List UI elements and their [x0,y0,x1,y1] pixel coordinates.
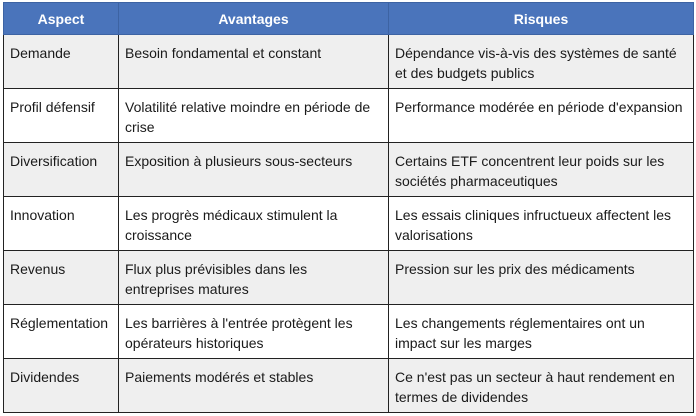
cell-avantages: Paiements modérés et stables [119,359,389,413]
cell-risques: Ce n'est pas un secteur à haut rendement en termes de dividendes [389,359,694,413]
cell-aspect: Demande [4,35,119,89]
cell-aspect: Diversification [4,143,119,197]
cell-risques: Les changements réglementaires ont un impact sur les marges [389,305,694,359]
cell-risques: Les essais cliniques infructueux affectent les valorisations [389,197,694,251]
cell-risques: Dépendance vis-à-vis des systèmes de santé et des budgets publics [389,35,694,89]
header-avantages: Avantages [119,3,389,35]
cell-risques: Pression sur les prix des médicaments [389,251,694,305]
cell-avantages: Volatilité relative moindre en période de crise [119,89,389,143]
table-row [4,35,694,89]
cell-avantages: Flux plus prévisibles dans les entreprises matures [119,251,389,305]
table-row [4,89,694,143]
cell-avantages: Exposition à plusieurs sous-secteurs [119,143,389,197]
table-row [4,143,694,197]
cell-aspect: Profil défensif [4,89,119,143]
cell-avantages: Les progrès médicaux stimulent la croissance [119,197,389,251]
cell-risques: Certains ETF concentrent leur poids sur les sociétés pharmaceutiques [389,143,694,197]
table-row [4,305,694,359]
table-row [4,359,694,413]
table-header-row [4,3,694,35]
comparison-table [3,2,694,413]
cell-aspect: Dividendes [4,359,119,413]
cell-avantages: Les barrières à l'entrée protègent les opérateurs historiques [119,305,389,359]
cell-risques: Performance modérée en période d'expansion [389,89,694,143]
header-aspect: Aspect [4,3,119,35]
header-risques: Risques [389,3,694,35]
cell-avantages: Besoin fondamental et constant [119,35,389,89]
table-row [4,251,694,305]
cell-aspect: Innovation [4,197,119,251]
table-row [4,197,694,251]
cell-aspect: Réglementation [4,305,119,359]
cell-aspect: Revenus [4,251,119,305]
